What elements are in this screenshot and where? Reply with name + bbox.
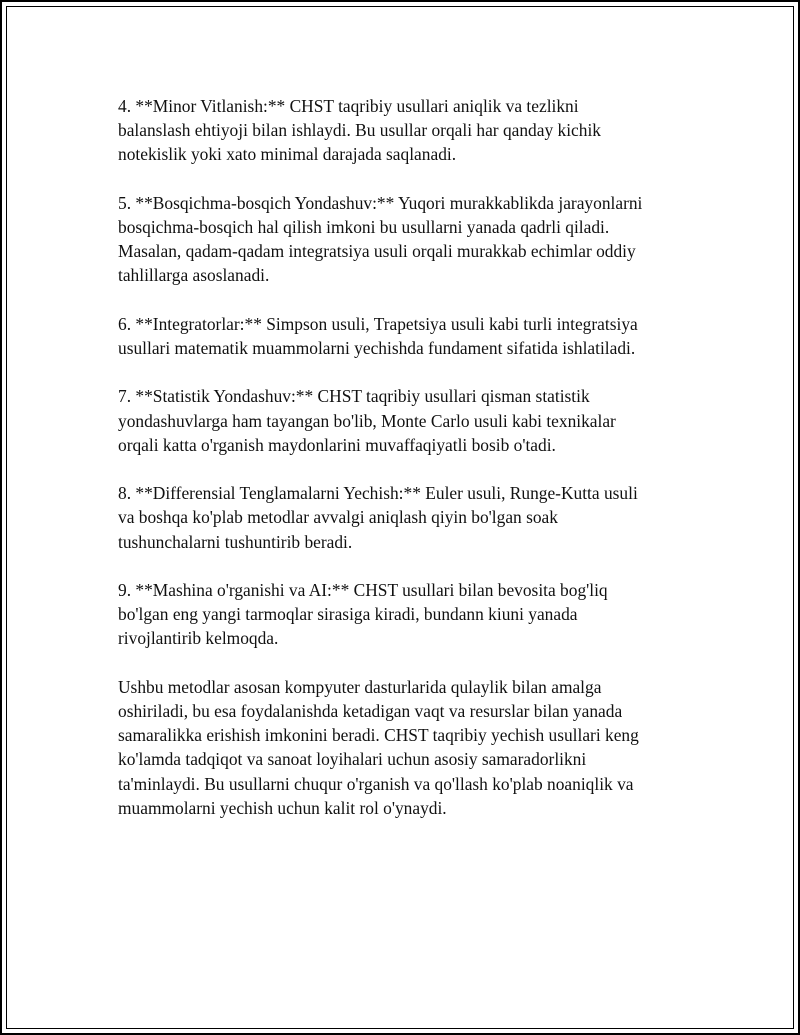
paragraph-integratorlar (118, 312, 698, 360)
text-line: yondashuvlarga ham tayangan bo'lib, Monte Carlo usuli kabi texnikalar (118, 410, 616, 431)
text-line: orqali katta o'rganish maydonlarini muvaffaqiyatli bosib o'tadi. (118, 434, 556, 455)
paragraph-statistik-yondashuv (118, 384, 698, 457)
text-line: tahlillarga asoslanadi. (118, 265, 270, 286)
text-line: bo'lgan eng yangi tarmoqlar sirasiga kiradi, bundann kiuni yanada (118, 604, 578, 625)
text-line: tushunchalarni tushuntirib beradi. (118, 531, 353, 552)
text-line: Masalan, qadam-qadam integratsiya usuli orqali murakkab echimlar oddiy (118, 241, 636, 262)
text-line: rivojlantirib kelmoqda. (118, 628, 279, 649)
text-line: Ushbu metodlar asosan kompyuter dasturlarida qulaylik bilan amalga (118, 676, 602, 697)
text-line: 6. **Integratorlar:** Simpson usuli, Trapetsiya usuli kabi turli integratsiya (118, 313, 638, 334)
text-line: usullari matematik muammolarni yechishda fundament sifatida ishlatiladi. (118, 338, 636, 358)
text-line: oshiriladi, bu esa foydalanishda ketadigan vaqt va resurslar bilan yanada (118, 700, 623, 721)
paragraph-differensial-tenglamalar (118, 481, 698, 554)
text-line: 9. **Mashina o'rganishi va AI:** CHST usullari bilan bevosita bog'liq (118, 579, 608, 600)
text-line: 8. **Differensial Tenglamalarni Yechish:** Euler usuli, Runge-Kutta usuli (118, 483, 638, 504)
paragraph-conclusion (118, 675, 698, 820)
text-line: 4. **Minor Vitlanish:** CHST taqribiy usullari aniqlik va tezlikni (118, 96, 579, 116)
text-line: 5. **Bosqichma-bosqich Yondashuv:** Yuqori murakkablikda jarayonlarni (118, 192, 643, 213)
text-line: ta'minlaydi. Bu usullarni chuqur o'rganish va qo'llash ko'plab noaniqlik va (118, 773, 634, 794)
text-line: ko'lamda tadqiqot va sanoat loyihalari uchun asosiy samaradorlikni (118, 749, 587, 770)
text-line: 7. **Statistik Yondashuv:** CHST taqribiy usullari qisman statistik (118, 386, 590, 407)
text-line: bosqichma-bosqich hal qilish imkoni bu usullarni yanada qadrli qiladi. (118, 217, 610, 237)
text-line: va boshqa ko'plab metodlar avvalgi aniqlash qiyin bo'lgan soak (118, 507, 558, 528)
paragraph-mashina-organishi (118, 578, 698, 651)
text-line: muammolarni yechish uchun kalit rol o'ynaydi. (118, 797, 447, 818)
paragraph-minor-vitlanish (118, 94, 698, 167)
paragraph-bosqichma-bosqich (118, 191, 698, 288)
text-line: balanslash ehtiyoji bilan ishlaydi. Bu usullar orqali har qanday kichik (118, 120, 601, 141)
text-line: samaralikka erishish imkonini beradi. CHST taqribiy yechish usullari keng (118, 725, 639, 746)
document-body (118, 94, 698, 844)
text-line: notekislik yoki xato minimal darajada saqlanadi. (118, 144, 457, 165)
